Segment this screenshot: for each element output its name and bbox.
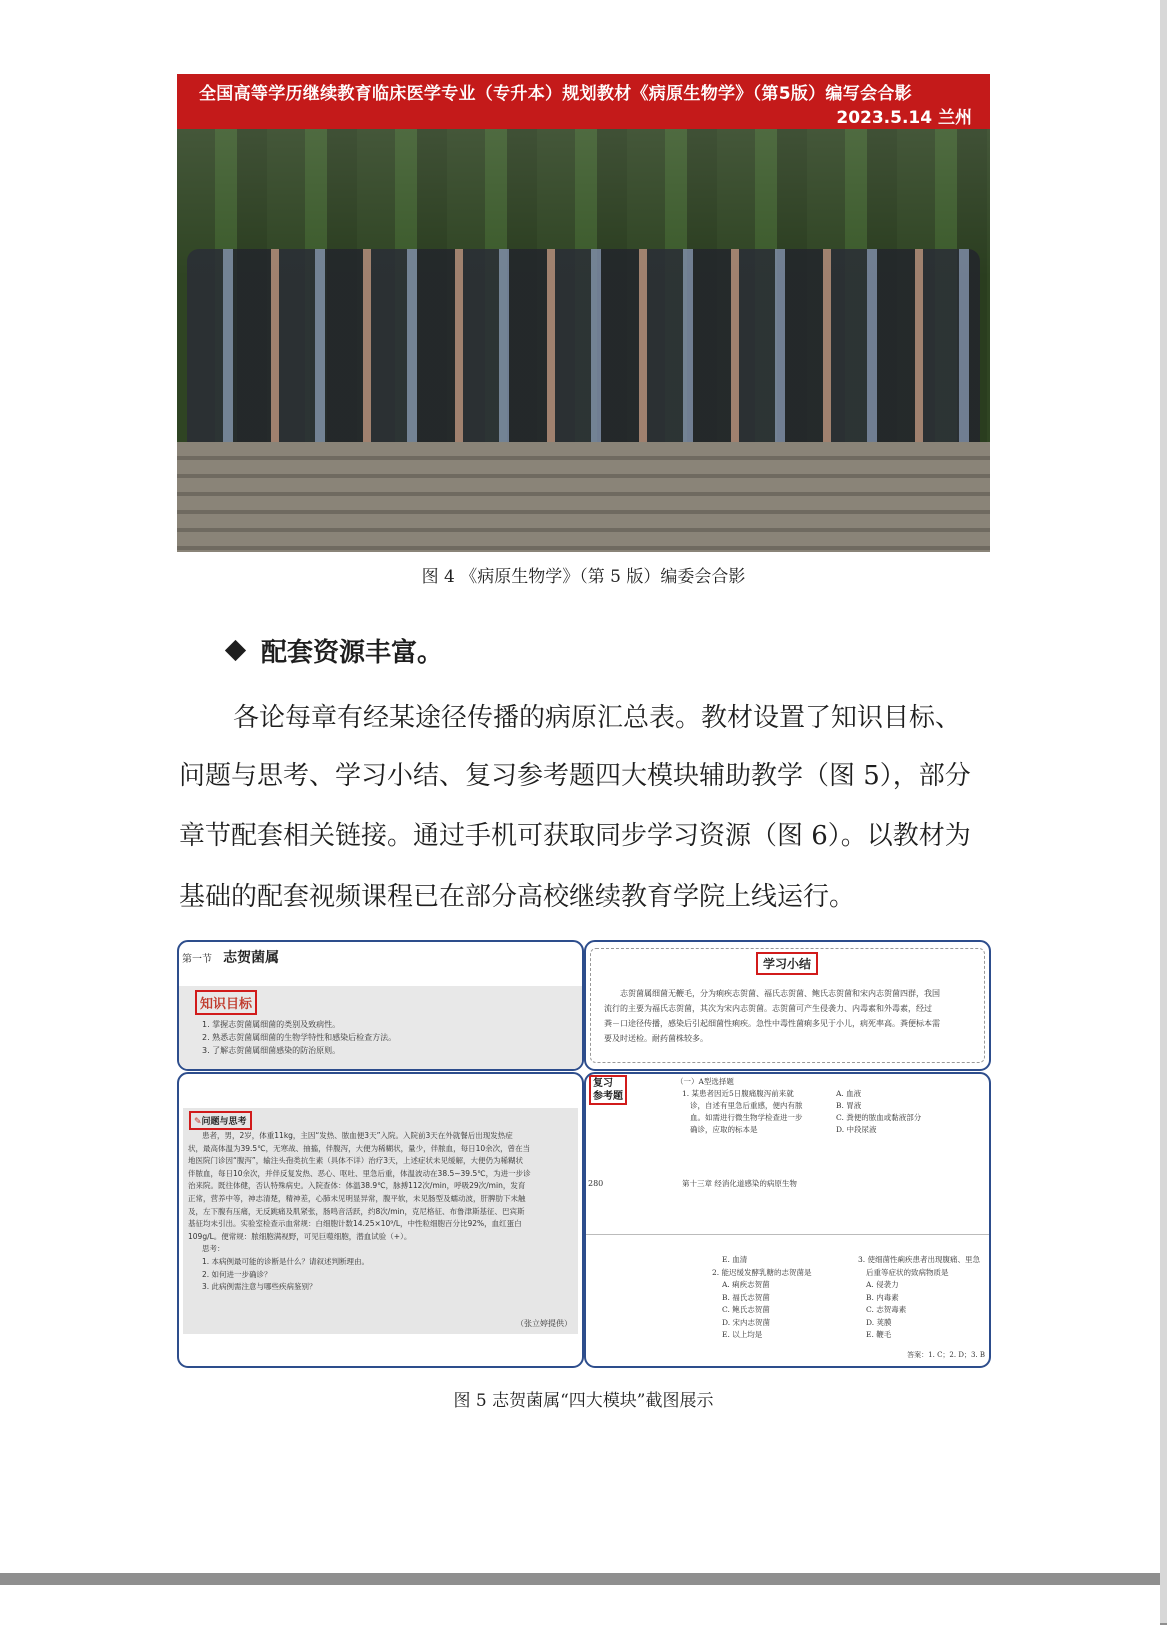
photo-banner <box>177 74 990 129</box>
question-3: 3. 使细菌性痢疾患者出现腹痛、里急 后重等症状的致病物质是 A. 侵袭力 B. 内毒素 C. 志贺毒素 D. 荚膜 E. 鞭毛 <box>858 1255 981 1339</box>
group-photo-stairs <box>177 442 990 552</box>
panel-questions-thinking <box>177 1072 584 1368</box>
case-box <box>183 1108 578 1334</box>
chapter-header: 第十三章 经消化道感染的病原生物 <box>682 1179 797 1188</box>
question-1-options: A. 血液 B. 胃液 C. 粪便的脓血或黏液部分 D. 中段尿液 <box>836 1089 922 1134</box>
case-text: 患者，男，2岁，体重11kg，主因“发热、脓血便3天”入院。入院前3天在外就餐后出现发热症 状，最高体温为39.5℃，无寒战、抽搐，伴腹泻，大便为稀糊状，量少，伴脓血，每日10余次，曾在当 地医院门诊因“腹泻”，输注头孢类抗生素（具体不详）治疗3天，上述症状未见缓解，大便仍为稀糊状 伴脓血，每日10余次，并伴反复发热、恶心、呕吐、里急后重，体温波动在38.5~39.5℃，为进一步诊 治来院。既往体健，否认特殊病史。入院查体：体温38.9℃，脉搏112次/min，呼吸29次/min，发育 正常，营养中等，神志清楚，精神差，心肺未见明显异常，腹平软，未见肠型及蠕动波，肝脾肋下未触 及，左下腹有压痛，无反跳痛及肌紧张，肠鸣音活跃，约8次/min，克尼格征、布鲁津斯基征、巴宾斯 基征均未引出。实验室检查示血常规：白细胞计数14.25×10⁹/L，中性粒细胞百分比92%，血红蛋白 109g/L。便常规：脓细胞满视野，可见巨噬细胞，潜血试验（+）。 思考： 1. 本病例最可能的诊断是什么？请叙述判断理由。 2. 如何进一步确诊？ 3. 此病例需注意与哪些疾病鉴别？ <box>188 1131 531 1292</box>
question-type: （一）A型选择题 <box>676 1077 734 1086</box>
section-heading <box>228 632 443 669</box>
pencil-icon: ✎ <box>194 1117 202 1127</box>
panel-review-questions <box>584 1072 991 1368</box>
question-2: E. 血清 2. 能迟缓发酵乳糖的志贺菌是 A. 痢疾志贺菌 B. 福氏志贺菌 C. 鲍氏志贺菌 D. 宋内志贺菌 E. 以上均是 <box>712 1255 812 1339</box>
module-label-knowledge: 知识目标 <box>195 990 257 1015</box>
module-label-questions: ✎问题与思考 <box>189 1111 252 1130</box>
next-page-edge <box>0 1585 1160 1625</box>
module-label-summary: 学习小结 <box>756 952 818 975</box>
question-1: 1. 某患者因近5日腹痛腹泻前来就 诊，自述有里急后重感，便内有脓 血。如需进行微生物学检查进一步 确诊，应取的标本是 <box>682 1089 803 1134</box>
page-number: 280 <box>588 1179 604 1188</box>
paragraph-line-1: 各论每章有经某途径传播的病原汇总表。教材设置了知识目标、 <box>233 703 962 733</box>
knowledge-goal-list: 1. 掌握志贺菌属细菌的类别及致病性。 2. 熟悉志贺菌属细菌的生物学特性和感染后检查方法。 3. 了解志贺菌属细菌感染的防治原则。 <box>202 1020 397 1055</box>
page-divider <box>586 1234 989 1235</box>
banner-title: 全国高等学历继续教育临床医学专业（专升本）规划教材《病原生物学》（第5版）编写会合影 <box>199 84 912 104</box>
figure5-caption: 图 5 志贺菌属“四大模块”截图展示 <box>453 1391 714 1411</box>
banner-date-place: 2023.5.14 兰州 <box>836 108 972 128</box>
paragraph-line-2: 问题与思考、学习小结、复习参考题四大模块辅助教学（图 5），部分 <box>179 761 971 791</box>
scrollbar[interactable] <box>1160 0 1167 1623</box>
answer-key: 答案：1. C；2. D；3. B <box>907 1351 985 1359</box>
group-photo <box>177 129 990 552</box>
module-label-review: 复习 参考题 <box>589 1075 627 1105</box>
diamond-bullet-icon <box>225 640 246 661</box>
summary-text: 志贺菌属细菌无鞭毛，分为痢疾志贺菌、福氏志贺菌、鲍氏志贺菌和宋内志贺菌四群，我国 流行的主要为福氏志贺菌，其次为宋内志贺菌。志贺菌可产生侵袭力、内毒素和外毒素，经过 粪－口途径传播，感染后引起细菌性痢疾。急性中毒性菌痢多见于小儿，病死率高。粪便标本需 要及时送检。耐药菌株较多。 <box>604 989 940 1043</box>
case-credit: （张立婷提供） <box>516 1319 572 1328</box>
knowledge-goals-box <box>179 986 582 1069</box>
figure4-caption: 图 4 《病原生物学》（第 5 版）编委会合影 <box>421 567 746 587</box>
paragraph-line-3: 章节配套相关链接。通过手机可获取同步学习资源（图 6）。以教材为 <box>179 821 971 851</box>
section-heading-text: 配套资源丰富。 <box>261 638 444 668</box>
paragraph-line-4: 基础的配套视频课程已在部分高校继续教育学院上线运行。 <box>179 882 856 912</box>
section-title: 第一节 志贺菌属 <box>182 950 280 966</box>
panel-learning-summary <box>584 940 991 1071</box>
panel-knowledge-goals <box>177 940 584 1071</box>
